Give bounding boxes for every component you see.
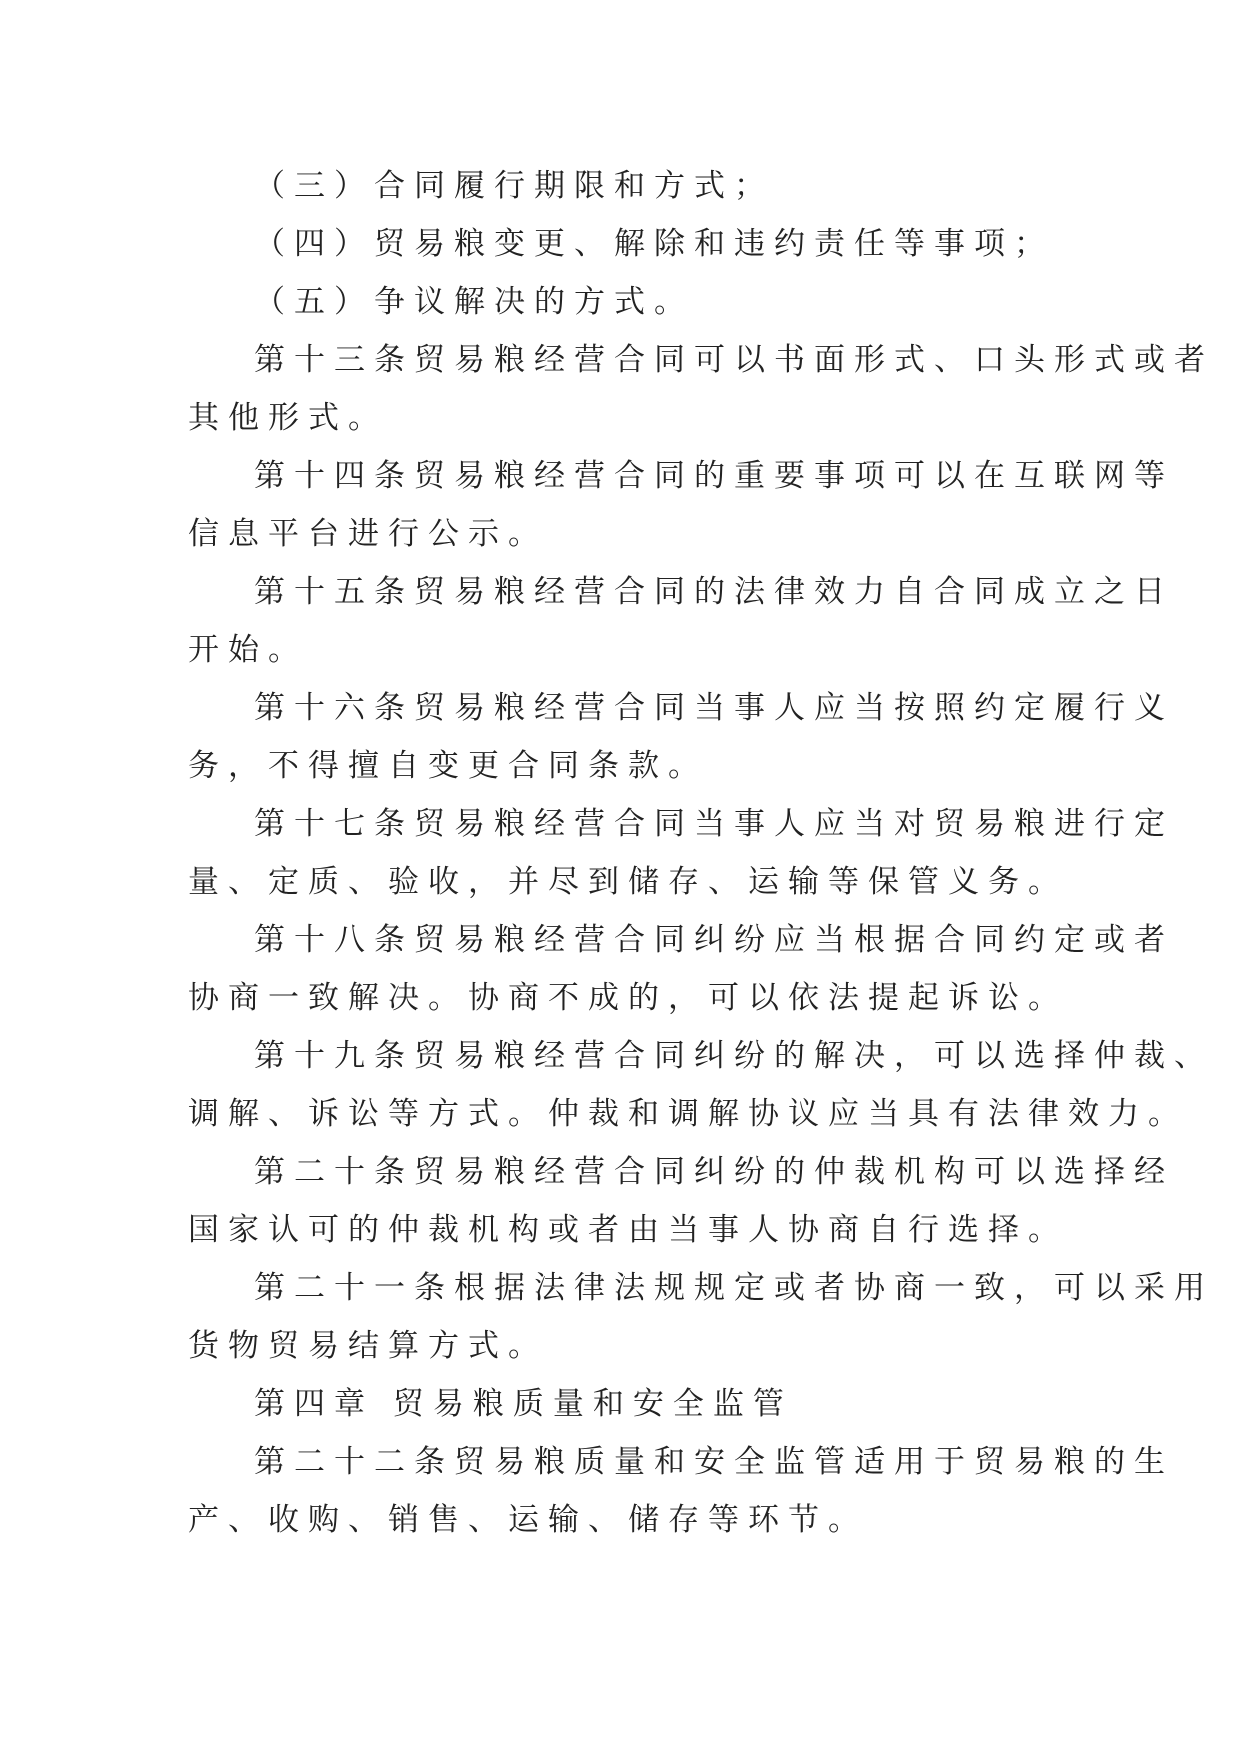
- article-19-line-1: 第十九条贸易粮经营合同纠纷的解决，可以选择仲裁、: [254, 1038, 1214, 1074]
- article-19-line-2: 调解、诉讼等方式。仲裁和调解协议应当具有法律效力。: [188, 1096, 1188, 1132]
- article-20-line-2: 国家认可的仲裁机构或者由当事人协商自行选择。: [188, 1212, 1068, 1248]
- article-13-line-2: 其他形式。: [188, 400, 388, 436]
- article-15-line-1: 第十五条贸易粮经营合同的法律效力自合同成立之日: [254, 574, 1174, 610]
- chapter-4-heading: 第四章 贸易粮质量和安全监管: [254, 1386, 793, 1422]
- article-16-line-1: 第十六条贸易粮经营合同当事人应当按照约定履行义: [254, 690, 1174, 726]
- article-20-line-1: 第二十条贸易粮经营合同纠纷的仲裁机构可以选择经: [254, 1154, 1174, 1190]
- article-17-line-2: 量、定质、验收，并尽到储存、运输等保管义务。: [188, 864, 1068, 900]
- article-21-line-1: 第二十一条根据法律法规规定或者协商一致，可以采用: [254, 1270, 1214, 1306]
- article-17-line-1: 第十七条贸易粮经营合同当事人应当对贸易粮进行定: [254, 806, 1174, 842]
- article-18-line-1: 第十八条贸易粮经营合同纠纷应当根据合同约定或者: [254, 922, 1174, 958]
- article-15-line-2: 开始。: [188, 632, 308, 668]
- article-13-line-1: 第十三条贸易粮经营合同可以书面形式、口头形式或者: [254, 342, 1214, 378]
- list-item-five: （五）争议解决的方式。: [254, 284, 694, 320]
- document-body: [188, 157, 1214, 1549]
- article-14-line-2: 信息平台进行公示。: [188, 516, 548, 552]
- list-item-four: （四）贸易粮变更、解除和违约责任等事项；: [254, 226, 1054, 262]
- list-item-three: （三）合同履行期限和方式；: [254, 168, 774, 204]
- article-14-line-1: 第十四条贸易粮经营合同的重要事项可以在互联网等: [254, 458, 1174, 494]
- article-21-line-2: 货物贸易结算方式。: [188, 1328, 548, 1364]
- article-18-line-2: 协商一致解决。协商不成的，可以依法提起诉讼。: [188, 980, 1068, 1016]
- article-16-line-2: 务，不得擅自变更合同条款。: [188, 748, 708, 784]
- article-22-line-2: 产、收购、销售、运输、储存等环节。: [188, 1502, 868, 1538]
- article-22-line-1: 第二十二条贸易粮质量和安全监管适用于贸易粮的生: [254, 1444, 1174, 1480]
